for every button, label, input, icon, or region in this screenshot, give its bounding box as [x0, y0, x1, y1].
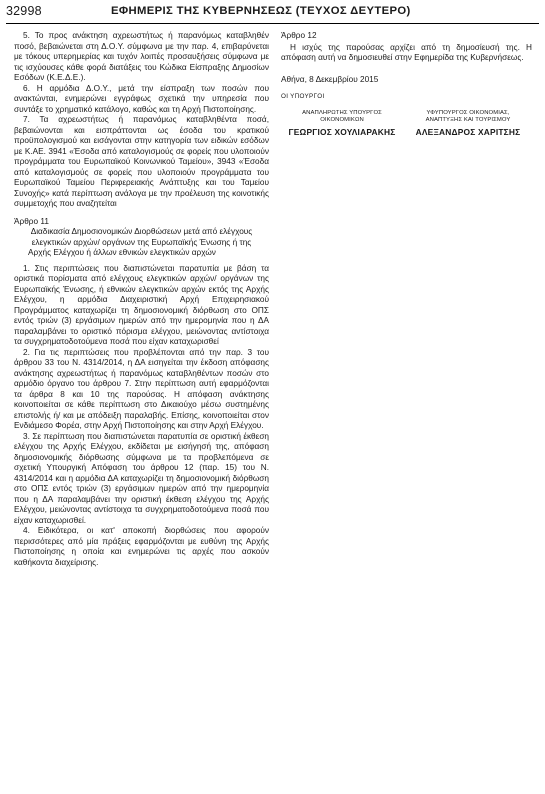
paragraph-7: 7. Τα αχρεωστήτως ή παρανόμως καταβληθέντα ποσά, βεβαιώνονται και εισπράττονται ως έσοδα του κρατικού προϋπολογισμού και εισάγονται στην κατηγορία των ειδικών εσόδων με Κ.ΑΕ. 3941 «Έσοδα από καταλογισμούς σε φορείς που υλοποιούν προγράμματα του Ευρωπαϊκού Κοινωνικού Ταμείου», 3943 «Έσοδα από καταλογισμούς σε φορείς που υλοποιούν προγράμματα του Ευρωπαϊκού Ταμείου Περιφερειακής Ανάπτυξης και του Ταμείου Συνοχής» κατά περίπτωση ανάλογα με την προέλευση της κοινοτικής συμμετοχής που αναζητείται: [14, 115, 269, 208]
article-11-number: Άρθρο 11: [14, 216, 49, 226]
journal-title: ΕΦΗΜΕΡΙΣ ΤΗΣ ΚΥΒΕΡΝΗΣΕΩΣ (ΤΕΥΧΟΣ ΔΕΥΤΕΡΟ): [111, 5, 411, 17]
signatory-right-title-1: ΥΦΥΠΟΥΡΓΟΣ ΟΙΚΟΝΟΜΙΑΣ,: [426, 109, 510, 116]
signatory-left-title-1: ΑΝΑΠΛΗΡΩΤΗΣ ΥΠΟΥΡΓΟΣ: [302, 109, 382, 116]
signatory-right-name: ΑΛΕΞΑΝΔΡΟΣ ΧΑΡΙΤΣΗΣ: [415, 127, 521, 138]
paragraph-5: 5. Το προς ανάκτηση αχρεωστήτως ή παρανόμως καταβληθέν ποσό, βεβαιώνεται στη Δ.Ο.Υ. σύμφωνα με την παρ. 4, επιβαρύνεται με τόκους υπερημερίας και τυχόν λοιπές προσαυξήσεις σύμφωνα με τις ισχύουσες κάθε φορά διατάξεις του Κώδικα Είσπραξης Δημοσίων Εσόδων (Κ.Ε.Δ.Ε.).: [14, 31, 269, 82]
article-11-paragraph-4: 4. Ειδικότερα, οι κατ' αποκοπή διορθώσεις που αφορούν περισσότερες από μία πράξεις εφαρμόζονται με ευθύνη της Αρχής Πιστοποίησης η οποία και ενημερώνει τις αρχές που ασκούν καθήκοντα διαχείρισης.: [14, 526, 269, 567]
page-number: 32998: [6, 4, 42, 18]
signatory-right: [404, 110, 532, 138]
paragraph-6: 6. Η αρμόδια Δ.Ο.Υ., μετά την είσπραξη των ποσών που ανακτώνται, ενημερώνει εγγράφως σχετικά την υπηρεσία που συντάξε το χρηματικό κατάλογο, καθώς και τη Αρχή Πιστοποίησης.: [14, 83, 269, 114]
right-column: [281, 31, 532, 138]
left-column: [14, 31, 269, 568]
article-12-text: Η ισχύς της παρούσας αρχίζει από τη δημοσίευσή της. Η απόφαση αυτή να δημοσιευθεί στην Εφημερίδα της Κυβερνήσεως.: [281, 42, 532, 62]
article-11-paragraph-2: 2. Για τις περιπτώσεις που προβλέπονται από την παρ. 3 του άρθρου 33 του Ν. 4314/2014, η ΔΑ εισηγείται την έκδοση απόφασης ανάκτησης αχρεωστήτως ή παρανόμως καταβληθέντων ποσών στο αρμόδιο όργανο του άρθρου 7. Στην περίπτωση αυτή εφαρμόζονται τα άρθρα 8 και 10 της παρούσας. Η απόφαση ανάκτησης κοινοποιείται σε κάθε περίπτωση στο Δικαιούχο μέσω συστημένης επιστολής ή/ και με απόδειξη παραλαβής. Επίσης, κοινοποιείται στον Ενδιάμεσο Φορέα, στην Αρχή Πιστοποίησης και στην Αρχή Ελέγχου.: [14, 347, 269, 430]
article-11-title: Διαδικασία Δημοσιονομικών Διορθώσεων μετά από ελέγχους ελεγκτικών αρχών/ οργάνων της Ευρωπαϊκής Ένωσης ή της Αρχής Ελέγχου ή άλλων εθνικών ελεγκτικών αρχών: [28, 227, 253, 257]
article-11-paragraph-1: 1. Στις περιπτώσεις που διαπιστώνεται παρατυπία με βάση τα οριστικά πορίσματα από ελέγχους ελεγκτικών αρχών/ οργάνων της Ευρωπαϊκής Ένωσης, ή εθνικών ελεγκτικών αρχών εκτός της Αρχής Ελέγχου, η αρμόδια Διαχειριστική Αρχή Επιχειρησιακού Προγράμματος καταχωρίζει τη δημοσιονομική διόρθωση στο ΟΠΣ εντός τριών (3) εργάσιμων ημερών από την ημερομηνία που η ΔΑ παραλαμβάνει το οριστικό πόρισμα ελέγχου, μειώνοντας αντίστοιχα τα συγχρηματοδοτούμενα ποσά που είχαν καταχωρισθεί: [14, 263, 269, 346]
article-11-heading: [14, 217, 269, 259]
signatures-block: [281, 110, 532, 138]
date-line: Αθήνα, 8 Δεκεμβρίου 2015: [281, 74, 379, 84]
signatory-left-name: ΓΕΩΡΓΙΟΣ ΧΟΥΛΙΑΡΑΚΗΣ: [288, 127, 396, 138]
ministers-heading: ΟΙ ΥΠΟΥΡΓΟΙ: [281, 93, 325, 100]
article-11-paragraph-3: 3. Σε περίπτωση που διαπιστώνεται παρατυπία σε οριστική έκθεση ελέγχου της Αρχής Ελέγχου, εκδίδεται με εισήγησή της, απόφαση δημοσιονομικής διόρθωσης σύμφωνα με τα προβλεπόμενα σε σχετική Υπουργική Απόφαση του άρθρου 12 (παρ. 15) του Ν. 4314/2014 και η αρμόδια ΔΑ καταχωρίζει τη δημοσιονομική διόρθωση στο ΟΠΣ εντός τριών (3) εργάσιμων ημερών από την ημερομηνία που η ΔΑ παραλαμβάνει την οριστική έκθεση ελέγχου της Αρχής Ελέγχου, μειώνοντας αντίστοιχα τα συγχρηματοδοτούμενα ποσά που είχαν καταχωρισθεί.: [14, 431, 269, 525]
signatory-right-title-2: ΑΝΑΠΤΥΞΗΣ ΚΑΙ ΤΟΥΡΙΣΜΟΥ: [425, 116, 511, 123]
article-12-number: Άρθρο 12: [281, 31, 317, 40]
page-header: [6, 3, 539, 24]
signatory-left: [281, 110, 403, 138]
signatory-left-title-2: ΟΙΚΟΝΟΜΙΚΩΝ: [320, 116, 364, 123]
